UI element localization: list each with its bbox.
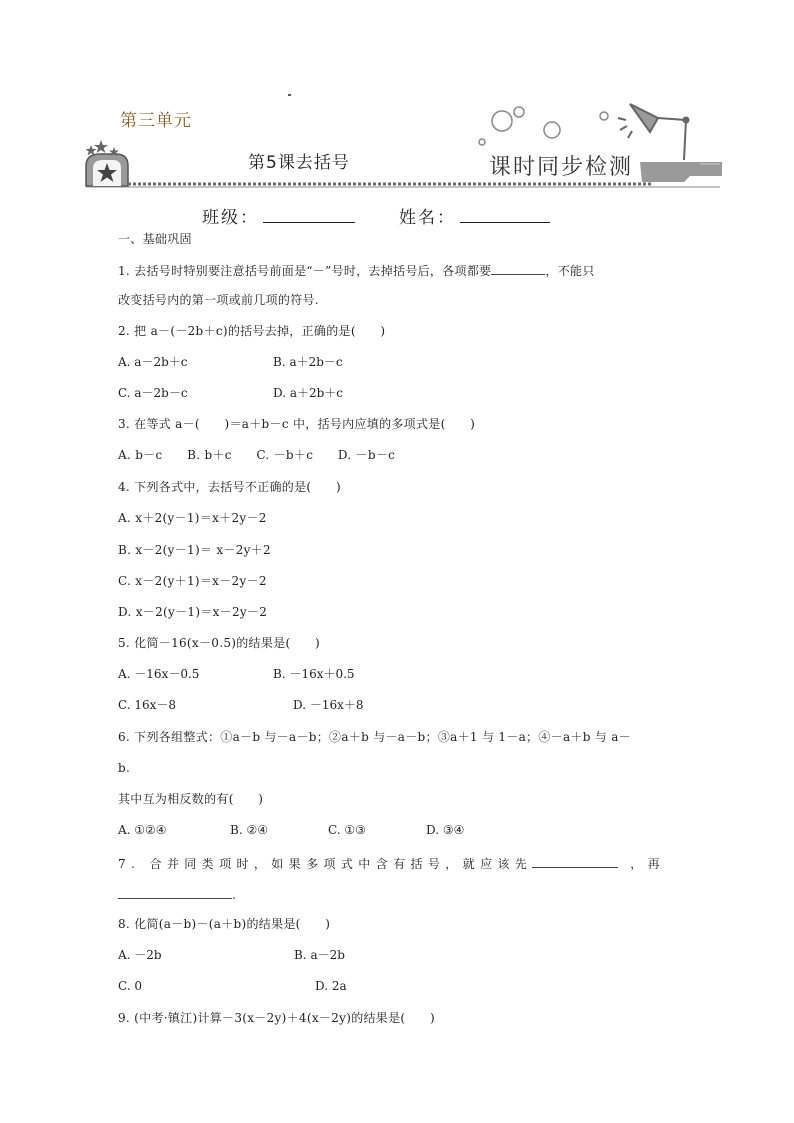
q6-option-d[interactable]: D. ③④: [426, 823, 465, 837]
name-label: 姓名：: [399, 208, 456, 228]
header-decoration: [0, 0, 794, 200]
banner-bar: [640, 162, 722, 182]
bubbles-icon: [479, 107, 608, 145]
q5-option-c[interactable]: C. 16x－8: [118, 698, 177, 712]
class-label: 班级：: [202, 208, 259, 228]
q7-line2: [118, 886, 236, 902]
unit-title: 第三单元: [120, 111, 192, 131]
q4-option-c[interactable]: C. x－2(y＋1)＝x－2y－2: [118, 574, 267, 588]
q4-option-a[interactable]: A. x＋2(y－1)＝x＋2y－2: [118, 511, 267, 525]
q5-stem: 5. 化简－16(x－0.5)的结果是( ): [118, 636, 321, 650]
q4-option-d[interactable]: D. x－2(y－1)＝x－2y－2: [118, 605, 268, 619]
q4-stem: 4. 下列各式中，去括号不正确的是( ): [118, 480, 341, 494]
lesson-title: 第5课去括号: [248, 153, 350, 173]
q7-text-b: ，再: [630, 857, 666, 871]
q5-option-a[interactable]: A. －16x－0.5: [118, 667, 200, 681]
q6-line1: 6. 下列各组整式：①a－b 与－a－b；②a＋b 与－a－b；③a＋1 与 1－a；④－a＋b 与 a－: [118, 730, 631, 744]
q5-option-b[interactable]: B. －16x＋0.5: [273, 667, 355, 681]
q7-line1: [118, 855, 665, 871]
q8-option-b[interactable]: B. a－2b: [294, 948, 345, 962]
q6-option-c[interactable]: C. ①③: [328, 823, 366, 837]
q7-line2-end: .: [232, 888, 237, 902]
tiny-dot: [288, 94, 291, 96]
q1-text-b: ，不能只: [545, 264, 595, 278]
name-blank[interactable]: [460, 206, 550, 223]
q8-option-c[interactable]: C. 0: [118, 979, 143, 993]
q6-option-a[interactable]: A. ①②④: [118, 823, 167, 837]
q1-text-a: 1. 去括号时特别要注意括号前面是“－”号时，去掉括号后，各项都要: [118, 264, 492, 278]
q8-option-d[interactable]: D. 2a: [315, 979, 347, 993]
q2-option-c[interactable]: C. a－2b－c: [118, 386, 188, 400]
q8-stem: 8. 化简(a－b)－(a＋b)的结果是( ): [118, 917, 331, 931]
section-heading: 一、基础巩固: [118, 232, 192, 246]
q1-answer-blank[interactable]: [491, 262, 545, 275]
star-badge-icon: [86, 140, 129, 186]
q1-line1: [118, 262, 595, 278]
class-blank[interactable]: [263, 206, 355, 223]
q9-stem: 9. (中考·镇江)计算－3(x－2y)＋4(x－2y)的结果是( ): [118, 1011, 435, 1025]
brand-title: 课时同步检测: [489, 155, 634, 180]
q2-stem: 2. 把 a－(－2b＋c)的括号去掉，正确的是( ): [118, 324, 386, 338]
q6-line3: 其中互为相反数的有( ): [118, 792, 264, 806]
q4-option-b[interactable]: B. x－2(y－1)＝ x－2y＋2: [118, 543, 271, 557]
q6-line2: b.: [118, 761, 131, 775]
q8-option-a[interactable]: A. －2b: [118, 948, 162, 962]
q1-line2: 改变括号内的第一项或前几项的符号.: [118, 293, 319, 307]
name-row: [202, 203, 550, 228]
q3-stem: 3. 在等式 a－( )＝a＋b－c 中，括号内应填的多项式是( ): [118, 417, 476, 431]
q2-option-b[interactable]: B. a＋2b－c: [273, 355, 343, 369]
q2-option-d[interactable]: D. a＋2b＋c: [273, 386, 344, 400]
q7-text-a: 7. 合并同类项时，如果多项式中含有括号，就应该先: [118, 857, 533, 871]
q7-answer-blank-2[interactable]: [118, 886, 232, 899]
q5-option-d[interactable]: D. －16x＋8: [293, 698, 364, 712]
q2-option-a[interactable]: A. a－2b＋c: [118, 355, 188, 369]
q6-option-b[interactable]: B. ②④: [230, 823, 268, 837]
q7-answer-blank-1[interactable]: [532, 855, 618, 868]
q3-options[interactable]: A. b－c B. b＋c C. －b＋c D. －b－c: [118, 448, 396, 462]
